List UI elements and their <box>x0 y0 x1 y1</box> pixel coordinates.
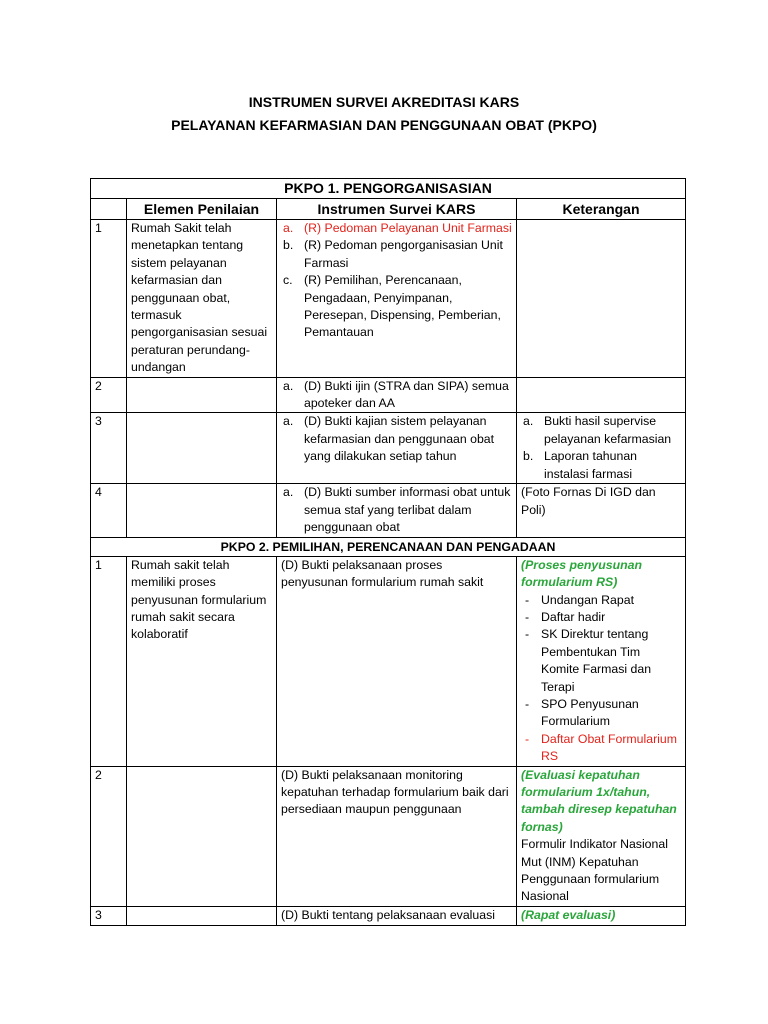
document-title: INSTRUMEN SURVEI AKREDITASI KARS <box>248 94 520 110</box>
list-item: - Daftar Obat Formularium RS <box>525 731 677 764</box>
instrumen-cell: (D) Bukti pelaksanaan monitoring kepatuhan terhadap formularium baik dari persediaan maupun penggunaan <box>277 766 517 906</box>
table-row <box>91 377 686 413</box>
list-item: - Daftar hadir <box>525 609 606 624</box>
list-item: a. (R) Pedoman Pelayanan Unit Farmasi <box>283 221 512 235</box>
list-item: - SK Direktur tentang Pembentukan Tim Komite Farmasi dan Terapi <box>525 627 652 694</box>
instrumen-cell <box>277 220 517 378</box>
column-header-row <box>91 199 686 220</box>
list-item: a. (D) Bukti sumber informasi obat untuk semua staf yang terlibat dalam penggunaan obat <box>283 485 511 535</box>
instrumen-cell: (D) Bukti pelaksanaan proses penyusunan formularium rumah sakit <box>277 556 517 766</box>
keterangan-cell <box>517 220 686 378</box>
keterangan-cell <box>517 556 686 766</box>
section-title-pkpo1: PKPO 1. PENGORGANISASIAN <box>91 179 686 199</box>
document-subtitle: PELAYANAN KEFARMASIAN DAN PENGGUNAAN OBAT (PKPO) <box>171 117 597 133</box>
keterangan-list <box>521 413 681 483</box>
table-row <box>91 413 686 484</box>
instrumen-list <box>281 484 512 536</box>
instrumen-list <box>281 378 512 413</box>
keterangan-text: Formulir Indikator Nasional Mut (INM) Kepatuhan Penggunaan formularium Nasional <box>521 837 668 904</box>
list-item: a. (D) Bukti kajian sistem pelayanan kefarmasian dan penggunaan obat yang dilakukan setiap tahun <box>283 414 495 464</box>
survey-table <box>90 178 686 926</box>
elemen-cell <box>127 484 277 537</box>
list-item: - Undangan Rapat <box>525 592 634 607</box>
elemen-cell: Rumah sakit telah memiliki proses penyusunan formularium rumah sakit secara kolaboratif <box>127 556 277 766</box>
header-instrumen: Instrumen Survei KARS <box>277 199 517 220</box>
table-row <box>91 906 686 925</box>
instrumen-cell <box>277 377 517 413</box>
keterangan-cell <box>517 766 686 906</box>
list-item: a. Bukti hasil supervise pelayanan kefarmasian <box>523 414 672 446</box>
section-title-pkpo2: PKPO 2. PEMILIHAN, PERENCANAAN DAN PENGADAAN <box>91 537 686 556</box>
list-item: a. (D) Bukti ijin (STRA dan SIPA) semua apoteker dan AA <box>283 378 509 411</box>
list-item: b. (R) Pedoman pengorganisasian Unit Farmasi <box>283 238 503 270</box>
row-number: 2 <box>91 766 127 906</box>
row-number: 4 <box>91 484 127 537</box>
instrumen-cell <box>277 413 517 484</box>
list-item: b. Laporan tahunan instalasi farmasi <box>523 449 637 481</box>
instrumen-cell: (D) Bukti tentang pelaksanaan evaluasi <box>277 906 517 925</box>
keterangan-cell <box>517 906 686 925</box>
table-row <box>91 556 686 766</box>
list-item: c. (R) Pemilihan, Perencanaan, Pengadaan, Penyimpanan, Peresepan, Dispensing, Pemberian, Pemantauan <box>283 273 501 340</box>
row-number: 3 <box>91 413 127 484</box>
row-number: 2 <box>91 377 127 413</box>
table-row <box>91 766 686 906</box>
row-number: 1 <box>91 220 127 378</box>
elemen-cell <box>127 766 277 906</box>
elemen-cell: Rumah Sakit telah menetapkan tentang sistem pelayanan kefarmasian dan penggunaan obat, termasuk pengorganisasian sesuai peraturan perundang-undangan <box>127 220 277 378</box>
table-row <box>91 484 686 537</box>
keterangan-heading: (Evaluasi kepatuhan formularium 1x/tahun, tambah diresep kepatuhan fornas) <box>521 767 677 834</box>
list-item: - SPO Penyusunan Formularium <box>525 696 639 729</box>
row-number: 1 <box>91 556 127 766</box>
instrumen-list <box>281 220 512 342</box>
row-number: 3 <box>91 906 127 925</box>
keterangan-list <box>521 592 681 766</box>
keterangan-cell <box>517 377 686 413</box>
section-header-row <box>91 179 686 199</box>
header-elemen: Elemen Penilaian <box>127 199 277 220</box>
keterangan-heading: (Rapat evaluasi) <box>521 907 616 922</box>
elemen-cell <box>127 906 277 925</box>
table-row <box>91 220 686 378</box>
header-no <box>91 199 127 220</box>
elemen-cell <box>127 377 277 413</box>
section-header-row <box>91 537 686 556</box>
instrumen-list <box>281 413 512 465</box>
instrumen-cell <box>277 484 517 537</box>
keterangan-cell: (Foto Fornas Di IGD dan Poli) <box>517 484 686 537</box>
keterangan-heading: (Proses penyusunan formularium RS) <box>521 557 642 590</box>
header-keterangan: Keterangan <box>517 199 686 220</box>
keterangan-cell <box>517 413 686 484</box>
elemen-cell <box>127 413 277 484</box>
